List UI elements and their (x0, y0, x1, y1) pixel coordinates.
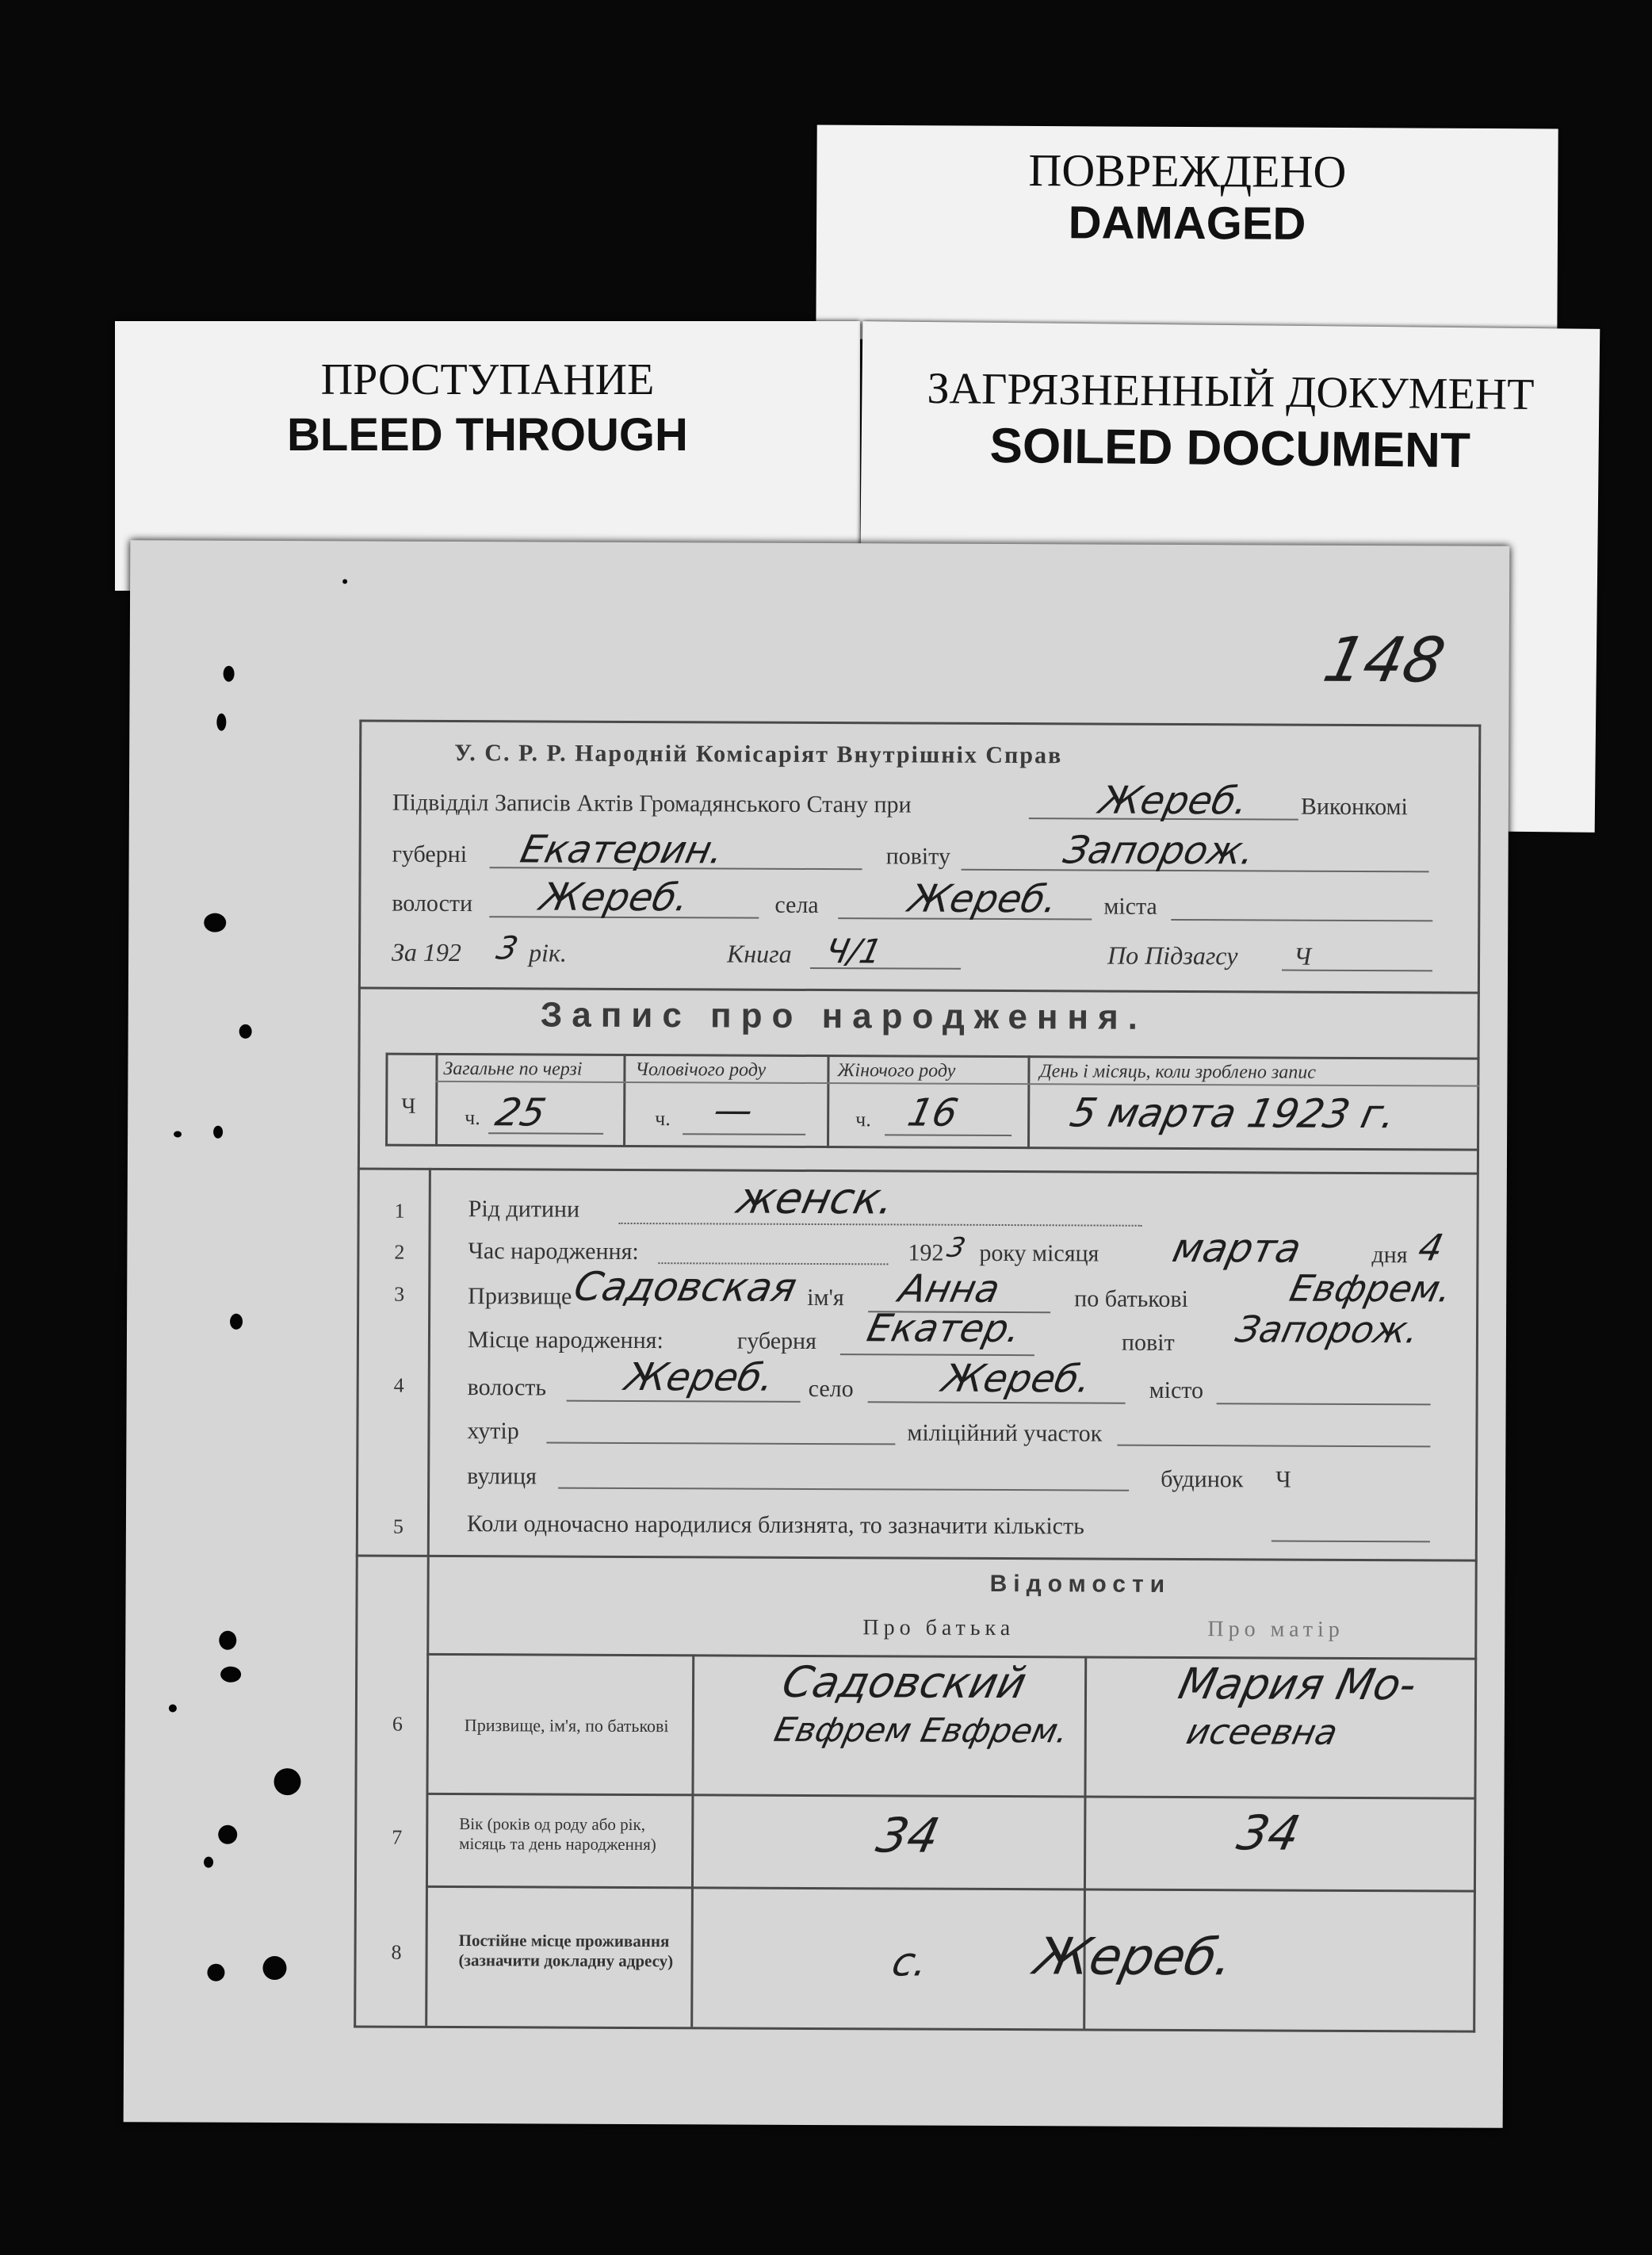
punch-hole (218, 1825, 237, 1844)
form-border-left (354, 719, 361, 2027)
parents-mother-header: Про матір (1207, 1617, 1344, 1642)
parents-row-label: Призвище, ім'я, по батькові (464, 1715, 669, 1736)
reg-col2-prefix: ч. (655, 1107, 671, 1131)
header-mista-label: міста (1103, 893, 1157, 920)
child-street-line (558, 1487, 1129, 1491)
parents-title: Відомости (989, 1570, 1172, 1598)
child-day-label: дня (1371, 1242, 1408, 1269)
child-misto-line (1217, 1403, 1431, 1405)
child-year-label: року місяця (979, 1239, 1099, 1267)
parents-label-divider (690, 1654, 694, 2027)
punch-hole (342, 579, 347, 584)
residence-prefix-value: с. (888, 1939, 933, 1985)
reg-table-left (385, 1053, 388, 1147)
child-name-value: Анна (895, 1266, 1004, 1311)
punch-hole (239, 1024, 252, 1039)
header-year-label: За 192 (392, 937, 462, 967)
reg-table-bottom (385, 1144, 1479, 1151)
header-pidzagsu-label: По Підзагсу (1107, 940, 1238, 971)
reg-col4-header: День і місяць, коли зроблено запис (1039, 1061, 1316, 1083)
page-number: 148 (1317, 624, 1451, 697)
punch-hole (174, 1131, 182, 1137)
father-name-value: Садовский (778, 1656, 1031, 1709)
header-povit-value: Запорож. (1059, 828, 1260, 874)
header-department-label: Підвідділ Записів Актів Громадянського Стану при (392, 789, 912, 818)
child-militia-label: міліційний участок (907, 1419, 1103, 1447)
parents-father-header: Про батька (862, 1615, 1015, 1641)
punch-hole (224, 666, 235, 682)
child-street-label: вулиця (467, 1463, 537, 1490)
child-povit-label: повіт (1121, 1329, 1175, 1356)
child-militia-line (1117, 1445, 1430, 1448)
header-selo-label: села (774, 891, 819, 919)
reg-col-divider (827, 1055, 830, 1148)
reg-col3-prefix: ч. (855, 1108, 871, 1131)
child-selo-label: село (808, 1375, 854, 1403)
damaged-label-en: DAMAGED (1068, 197, 1306, 250)
punch-hole (230, 1314, 243, 1330)
child-patronymic-value: Евфрем. (1286, 1266, 1456, 1311)
reg-col2-value: — (709, 1088, 758, 1133)
bleed-through-label-en: BLEED THROUGH (287, 409, 688, 461)
mother-age-value: 34 (1232, 1805, 1306, 1862)
child-row-number: 4 (393, 1373, 404, 1397)
header-book-label: Книга (727, 939, 792, 968)
child-row-number: 3 (394, 1282, 405, 1306)
parents-row-number: 8 (391, 1940, 402, 1964)
damaged-target-card (816, 125, 1558, 343)
child-surname-value: Садовская (569, 1263, 801, 1311)
child-number-column (425, 1168, 431, 2026)
reg-col-divider (1027, 1055, 1031, 1149)
mother-name-value: исеевна (1183, 1712, 1341, 1753)
child-twins-line (1272, 1541, 1430, 1543)
child-day-value: 4 (1414, 1226, 1447, 1269)
child-gubernia-label: губерня (736, 1327, 816, 1354)
reg-col-divider (623, 1054, 626, 1147)
header-book-value: Ч/1 (821, 932, 886, 971)
child-volost-value: Жереб. (621, 1354, 778, 1400)
reg-header-divider (435, 1081, 1479, 1087)
soiled-document-label-ru: ЗАГРЯЗНЕННЫЙ ДОКУМЕНТ (927, 364, 1535, 420)
reg-col1-prefix: ч. (465, 1106, 480, 1130)
reg-col2-line (683, 1133, 805, 1135)
child-row-number: 5 (392, 1514, 403, 1538)
child-section-top (358, 1167, 1479, 1174)
header-pidzagsu-line (1282, 970, 1432, 972)
child-row-number: 1 (394, 1199, 405, 1223)
child-patronymic-label: по батькові (1074, 1285, 1188, 1313)
punch-hole (207, 1964, 224, 1981)
child-volost-label: волость (467, 1374, 547, 1401)
child-time-label: Час народження: (468, 1238, 639, 1265)
header-povit-label: повіту (885, 843, 950, 870)
punch-hole (169, 1704, 177, 1712)
parents-row-label: Вік (років од роду або рік, місяць та день народження) (459, 1814, 656, 1855)
parents-row-label: Постійне місце проживання (зазначити докладну адресу) (458, 1931, 674, 1971)
reg-col4-value: 5 марта 1923 г. (1065, 1089, 1401, 1138)
reg-col2-header: Чоловічого роду (635, 1059, 767, 1081)
child-house-label: будинок (1161, 1465, 1244, 1493)
parents-row-number: 6 (392, 1712, 403, 1736)
child-khutir-line (546, 1442, 895, 1445)
mother-name-value: Мария Мо- (1174, 1659, 1421, 1710)
child-selo-line (868, 1401, 1126, 1403)
bleed-through-label-ru: ПРОСТУПАНИЕ (320, 355, 655, 404)
header-volost-label: волости (392, 890, 473, 917)
child-year-value: 3 (944, 1231, 969, 1264)
reg-col3-value: 16 (904, 1090, 962, 1135)
child-birthplace-label: Місце народження: (467, 1327, 663, 1354)
child-misto-label: місто (1149, 1376, 1204, 1404)
child-selo-value: Жереб. (938, 1356, 1096, 1402)
reg-row-label: Ч (401, 1093, 416, 1119)
child-gubernia-value: Екатер. (862, 1306, 1026, 1352)
child-povit-value: Запорож. (1232, 1307, 1424, 1352)
header-year-value: 3 (493, 930, 522, 967)
punch-hole (213, 1126, 223, 1139)
child-volost-line (567, 1400, 801, 1403)
header-executive-label: Виконкомі (1300, 793, 1408, 821)
soiled-document-label-en: SOILED DOCUMENT (989, 418, 1471, 479)
child-khutir-label: хутір (467, 1418, 519, 1445)
child-twins-label: Коли одночасно народилися близнята, то зазначити кількість (466, 1510, 1084, 1540)
record-title: Запис про народження. (540, 995, 1148, 1037)
punch-hole (273, 1768, 300, 1795)
parents-row-divider (426, 1793, 1476, 1800)
punch-hole (219, 1631, 236, 1650)
child-section-bottom (356, 1554, 1478, 1561)
reg-col3-header: Жіночого роду (837, 1060, 956, 1082)
punch-hole (220, 1667, 241, 1683)
punch-hole (262, 1956, 286, 1980)
child-surname-label: Призвище (468, 1283, 572, 1310)
child-house-value: Ч (1275, 1466, 1291, 1493)
child-sex-value: женск. (732, 1173, 900, 1224)
header-year-suffix: рік. (529, 938, 568, 967)
birth-record-document (124, 540, 1510, 2128)
header-divider (358, 986, 1480, 994)
child-sex-label: Рід дитини (468, 1196, 580, 1223)
form-border-top (359, 719, 1481, 726)
header-mista-line (1171, 919, 1432, 921)
form-border-right (1473, 725, 1481, 2033)
header-guberni-value: Екатерин. (516, 827, 728, 873)
father-age-value: 34 (871, 1808, 945, 1864)
header-title: У. С. Р. Р. Народній Комісаріят Внутрішніх Справ (454, 740, 1063, 769)
reg-col1-value: 25 (491, 1090, 550, 1135)
child-year-prefix: 192 (908, 1239, 944, 1266)
damaged-label-ru: ПОВРЕЖДЕНО (1028, 144, 1347, 198)
reg-col3-line (885, 1134, 1011, 1136)
header-selo-value: Жереб. (904, 876, 1062, 922)
header-volost-value: Жереб. (536, 875, 694, 921)
residence-value: Жереб. (1029, 1928, 1239, 1988)
child-gubernia-line (840, 1353, 1034, 1356)
header-pidzagsu-value: Ч (1294, 941, 1312, 971)
punch-hole (216, 714, 226, 731)
child-row-number: 2 (394, 1240, 405, 1264)
punch-hole (204, 1857, 213, 1868)
child-month-value: марта (1168, 1224, 1306, 1272)
parents-row-divider (426, 1886, 1476, 1893)
punch-hole (204, 913, 226, 932)
header-guberni-label: губерні (392, 840, 468, 868)
parents-row-number: 7 (392, 1825, 403, 1849)
form-border-bottom (354, 2025, 1475, 2032)
father-name-value: Евфрем Евфрем. (771, 1709, 1073, 1751)
reg-col-divider (435, 1053, 438, 1147)
header-department-value: Жереб. (1095, 778, 1253, 824)
reg-col1-header: Загальне по черзі (443, 1058, 583, 1080)
child-name-label: ім'я (807, 1284, 844, 1311)
